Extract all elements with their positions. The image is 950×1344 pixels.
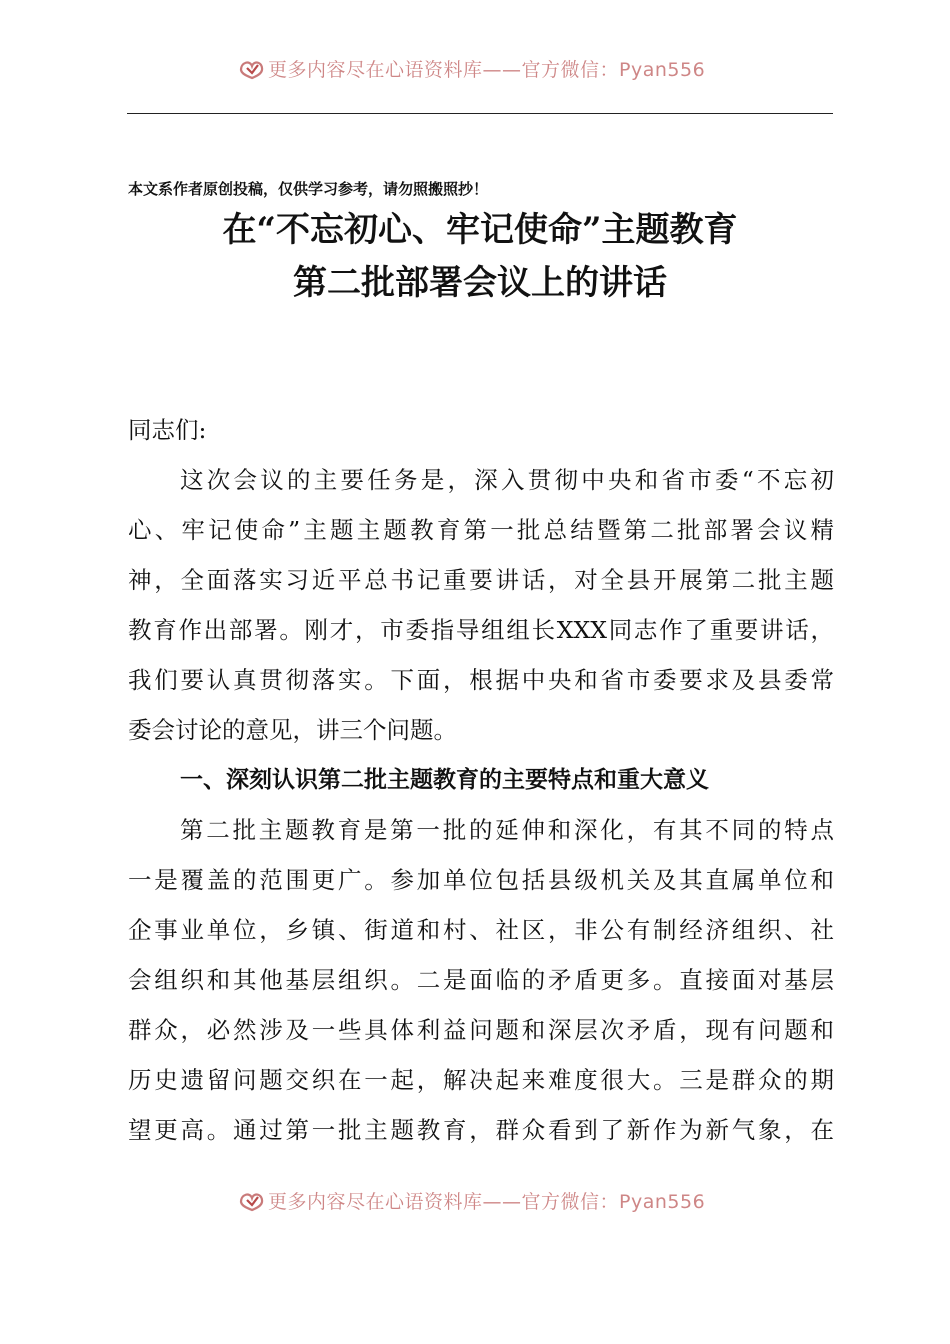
header-rule [127, 113, 833, 114]
paragraph-2-line: 历史遗留问题交织在一起，解决起来难度很大。三是群众的期 [128, 1066, 834, 1094]
document-title-line-2: 第二批部署会议上的讲话 [293, 263, 667, 303]
paragraph-2-line: 望更高。通过第一批主题教育，群众看到了新作为新气象，在 [128, 1116, 834, 1144]
copyright-notice: 本文系作者原创投稿，仅供学习参考，请勿照搬照抄！ [128, 180, 489, 198]
paragraph-1-line: 神，全面落实习近平总书记重要讲话，对全县开展第二批主题 [128, 566, 834, 594]
paragraph-1-line: 委会讨论的意见，讲三个问题。 [128, 716, 457, 744]
paragraph-1-line: 这次会议的主要任务是，深入贯彻中央和省市委“不忘初 [180, 466, 834, 494]
watermark-header [238, 56, 718, 80]
paragraph-2-line: 一是覆盖的范围更广。参加单位包括县级机关及其直属单位和 [128, 866, 834, 894]
watermark-text: 更多内容尽在心语资料库——官方微信：Pyan556 [268, 1190, 706, 1212]
watermark-text: 更多内容尽在心语资料库——官方微信：Pyan556 [268, 58, 706, 80]
paragraph-2-line: 群众，必然涉及一些具体利益问题和深层次矛盾，现有问题和 [128, 1016, 834, 1044]
salutation: 同志们: [128, 416, 207, 444]
paragraph-2-line: 第二批主题教育是第一批的延伸和深化，有其不同的特点 [180, 816, 834, 844]
paragraph-1-line: 教育作出部署。刚才，市委指导组组长XXX同志作了重要讲话， [128, 616, 834, 644]
watermark-footer [238, 1188, 718, 1212]
section-heading-1: 一、深刻认识第二批主题教育的主要特点和重大意义 [180, 767, 709, 793]
document-title-line-1: 在“不忘初心、牢记使命”主题教育 [222, 210, 738, 250]
paragraph-1-line: 我们要认真贯彻落实。下面，根据中央和省市委要求及县委常 [128, 666, 834, 694]
paragraph-1-line: 心、牢记使命”主题主题教育第一批总结暨第二批部署会议精 [128, 516, 834, 544]
paragraph-2-line: 会组织和其他基层组织。二是面临的矛盾更多。直接面对基层 [128, 966, 834, 994]
watermark-logo-icon [238, 56, 266, 80]
watermark-logo-icon [238, 1188, 266, 1212]
paragraph-2-line: 企事业单位，乡镇、街道和村、社区，非公有制经济组织、社 [128, 916, 834, 944]
